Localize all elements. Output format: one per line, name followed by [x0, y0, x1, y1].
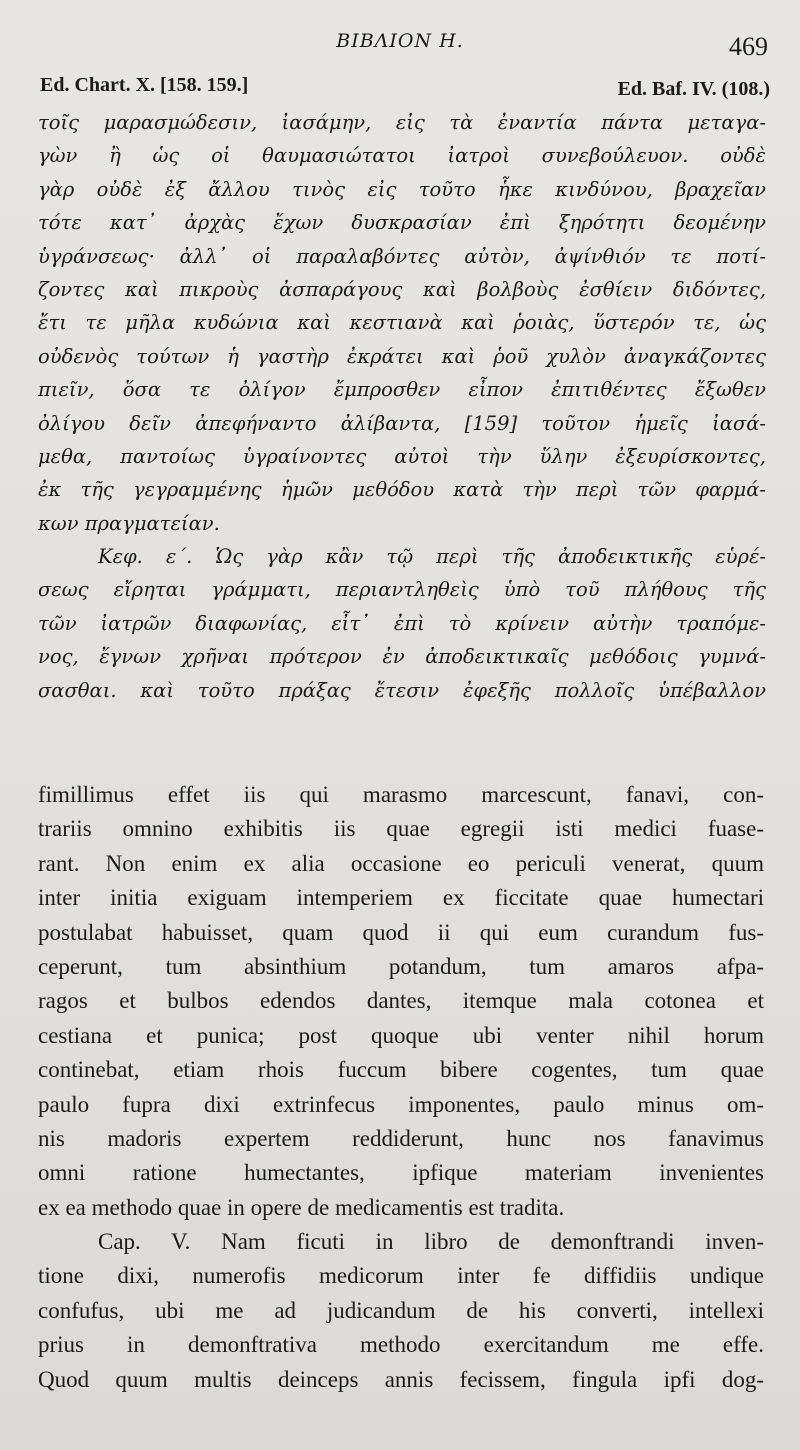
latin-line: ceperunt, tum absinthium potandum, tum amaros afpa-	[38, 953, 764, 979]
greek-line: κων πραγματείαν.	[38, 511, 220, 535]
greek-line: ζοντες καὶ πικροὺς ἀσπαράγους καὶ βολβοὺς ἐσθίειν διδόντες,	[38, 277, 766, 301]
greek-line: νος, ἔγνων χρῆναι πρότερον ἐν ἀποδεικτικαῖς μεθόδοις γυμνά-	[38, 645, 766, 669]
greek-line: τῶν ἰατρῶν διαφωνίας, εἶτ᾽ ἐπὶ τὸ κρίνειν αὐτὴν τραπόμε-	[38, 611, 766, 635]
latin-line: omni ratione humectantes, ipfique materiam invenientes	[38, 1160, 764, 1186]
edition-reference-chartier: Ed. Chart. X. [158. 159.]	[40, 74, 249, 96]
latin-line: ex ea methodo quae in opere de medicamentis est tradita.	[38, 1194, 565, 1220]
latin-line: ragos et bulbos edendos dantes, itemque mala cotonea et	[38, 988, 764, 1014]
greek-line: ἐκ τῆς γεγραμμένης ἡμῶν μεθόδου κατὰ τὴν περὶ τῶν φαρμά-	[38, 478, 766, 502]
greek-line: σασθαι. καὶ τοῦτο πράξας ἔτεσιν ἐφεξῆς πολλοῖς ὑπέβαλλον	[38, 678, 766, 702]
latin-line: trariis omnino exhibitis iis quae egregii isti medici fuase-	[38, 816, 764, 842]
page-number: 469	[729, 32, 768, 61]
latin-chapter-heading-line: Cap. V. Nam ficuti in libro de demonftrandi inven-	[98, 1229, 764, 1255]
greek-line: γὼν ἢ ὡς οἱ θαυμασιώτατοι ἰατροὶ συνεβούλευον. οὐδὲ	[38, 144, 766, 168]
latin-line: rant. Non enim ex alia occasione eo periculi venerat, quum	[38, 850, 764, 876]
greek-line: οὐδενὸς τούτων ἡ γαστὴρ ἐκράτει καὶ ῥοῦ χυλὸν ἀναγκάζοντες	[38, 344, 766, 368]
latin-line: inter initia exiguam intemperiem ex ficcitate quae humectari	[38, 885, 764, 911]
latin-line: Quod quum multis deinceps annis fecissem, fingula ipfi dog-	[38, 1366, 764, 1392]
edition-reference-basel: Ed. Baf. IV. (108.)	[617, 78, 770, 100]
greek-chapter-heading-line: Κεφ. ε΄. Ὡς γὰρ κἂν τῷ περὶ τῆς ἀποδεικτικῆς εὑρέ-	[98, 545, 766, 569]
latin-line: tione dixi, numerofis medicorum inter fe diffidiis undique	[38, 1263, 764, 1289]
latin-line: paulo fupra dixi extrinfecus imponentes, paulo minus om-	[38, 1091, 764, 1117]
latin-line: prius in demonftrativa methodo exercitandum me effe.	[38, 1332, 764, 1358]
greek-text-block	[38, 106, 766, 707]
greek-line: τότε κατ᾽ ἀρχὰς ἔχων δυσκρασίαν ἐπὶ ξηρότητι δεομένην	[38, 211, 766, 235]
greek-line: ὀλίγου δεῖν ἀπεφήναντο ἀλίβαντα, [159] τοῦτον ἡμεῖς ἰασά-	[38, 411, 766, 435]
greek-line: ἔτι τε μῆλα κυδώνια καὶ κεστιανὰ καὶ ῥοιὰς, ὕστερόν τε, ὡς	[38, 311, 766, 335]
latin-line: cestiana et punica; post quoque ubi venter nihil horum	[38, 1022, 764, 1048]
greek-line: ὑγράνσεως· ἀλλ᾽ οἱ παραλαβόντες αὐτὸν, ἀψίνθιόν τε ποτί-	[38, 244, 766, 268]
latin-text-block	[38, 778, 764, 1397]
latin-line: nis madoris expertem reddiderunt, hunc nos fanavimus	[38, 1125, 764, 1151]
latin-line: postulabat habuisset, quam quod ii qui eum curandum fus-	[38, 919, 764, 945]
greek-line: σεως εἴρηται γράμματι, περιαντληθεὶς ὑπὸ τοῦ πλήθους τῆς	[38, 578, 766, 602]
latin-line: fimillimus effet iis qui marasmo marcescunt, fanavi, con-	[38, 782, 764, 807]
greek-line: γὰρ οὐδὲ ἐξ ἄλλου τινὸς εἰς τοῦτο ἧκε κινδύνου, βραχεῖαν	[38, 177, 766, 201]
running-title: BIBΛΙΟΝ Η.	[336, 30, 464, 52]
greek-line: πιεῖν, ὅσα τε ὀλίγον ἔμπροσθεν εἶπον ἐπιτιθέντες ἔξωθεν	[38, 378, 766, 402]
latin-line: continebat, etiam rhois fuccum bibere cogentes, tum quae	[38, 1057, 764, 1083]
greek-line: μεθα, παντοίως ὑγραίνοντες αὐτοὶ τὴν ὕλην ἐξευρίσκοντες,	[38, 444, 766, 468]
latin-line: confufus, ubi me ad judicandum de his converti, intellexi	[38, 1297, 764, 1323]
greek-line: τοῖς μαρασμώδεσιν, ἰασάμην, εἰς τὰ ἐναντία πάντα μεταγα-	[38, 111, 766, 134]
